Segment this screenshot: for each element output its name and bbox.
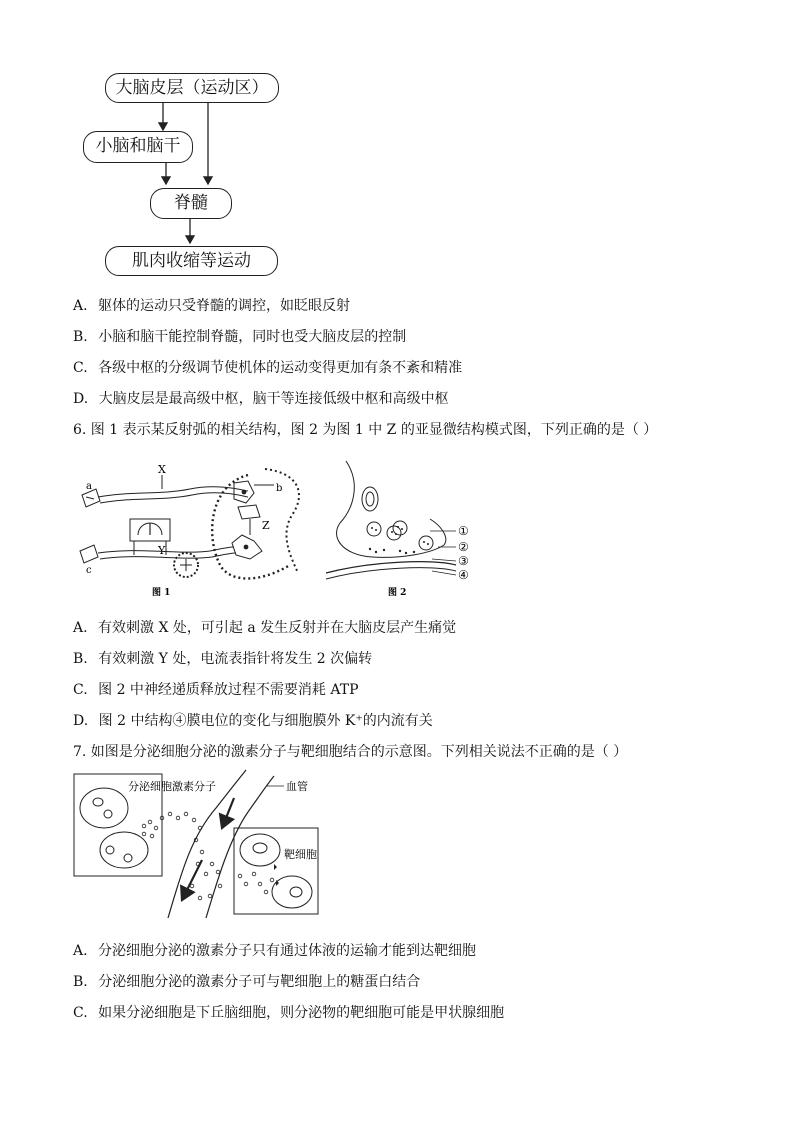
q5-option-b [73, 327, 406, 347]
option-text: 有效刺激 Y 处，电流表指针将发生 2 次偏转 [98, 651, 373, 667]
option-text: 小脑和脑干能控制脊髓，同时也受大脑皮层的控制 [98, 329, 407, 345]
option-label: C. [73, 1005, 88, 1021]
hormone-label: 激素分子 [172, 780, 216, 793]
q7-figure [70, 768, 330, 928]
label-b: b [276, 483, 283, 494]
target-cell-lower [272, 876, 312, 908]
option-text: 分泌细胞分泌的激素分子只有通过体液的运输才能到达靶细胞 [98, 943, 477, 959]
presynaptic-terminal [337, 461, 446, 557]
option-label: C. [73, 682, 88, 698]
secretory-cell-label: 分泌细胞 [128, 780, 172, 793]
q6-figure-2 [322, 455, 492, 600]
fig2-label-4: ④ [458, 568, 469, 582]
option-label: B. [73, 651, 88, 667]
target-cell-upper [240, 834, 280, 866]
q5-option-a [73, 296, 350, 316]
label-Y: Y [158, 544, 166, 557]
q7-option-a [73, 941, 476, 961]
node-muscle: 肌肉收缩等运动 [105, 246, 278, 276]
target-cell-label: 靶细胞 [284, 848, 317, 861]
fig1-caption: 图 1 [152, 588, 171, 598]
option-label: A. [73, 298, 88, 314]
option-text: 大脑皮层是最高级中枢，脑干等连接低级中枢和高级中枢 [98, 391, 449, 407]
effector-c [80, 545, 98, 563]
q6-option-d [73, 711, 433, 731]
option-label: D. [73, 713, 89, 729]
q6-option-b [73, 649, 372, 669]
option-text: 分泌细胞分泌的激素分子可与靶细胞上的糖蛋白结合 [98, 974, 421, 990]
option-text: 有效刺激 X 处，可引起 a 发生反射并在大脑皮层产生痛觉 [98, 620, 457, 636]
q6-stem: 6. 图 1 表示某反射弧的相关结构，图 2 为图 1 中 Z 的亚显微结构模式图，下列正确的是（ ） [73, 422, 658, 438]
fig2-label-1: ① [458, 524, 469, 538]
q6-option-a [73, 618, 456, 638]
q6-figure-1 [70, 455, 310, 600]
node-spinal: 脊髓 [150, 188, 232, 219]
postsynaptic-membrane [326, 562, 456, 573]
q7-option-c [73, 1003, 504, 1023]
q7-option-b [73, 972, 420, 992]
secretory-cell-upper [80, 788, 128, 828]
option-label: A. [73, 943, 88, 959]
label-a: a [86, 481, 92, 492]
option-text: 各级中枢的分级调节使机体的运动变得更加有条不紊和精准 [98, 360, 463, 376]
option-text: 图 2 中结构④膜电位的变化与细胞膜外 K⁺的内流有关 [98, 713, 433, 729]
option-text: 躯体的运动只受脊髓的调控，如眨眼反射 [98, 298, 351, 314]
q7-stem: 7. 如图是分泌细胞分泌的激素分子与靶细胞结合的示意图。下列相关说法不正确的是（ ） [73, 744, 628, 760]
q6-option-c [73, 680, 359, 700]
label-X: X [158, 463, 166, 476]
node-cortex: 大脑皮层（运动区） [105, 73, 279, 103]
option-text: 图 2 中神经递质释放过程不需要消耗 ATP [98, 682, 359, 698]
option-label: A. [73, 620, 88, 636]
vessel-label: 血管 [286, 780, 308, 793]
fig2-label-3: ③ [458, 554, 469, 568]
option-label: C. [73, 360, 88, 376]
fig2-label-2: ② [458, 540, 469, 554]
option-label: B. [73, 974, 88, 990]
q5-option-d [73, 389, 449, 409]
node-cerebellum: 小脑和脑干 [83, 131, 193, 163]
secretory-cell-lower [100, 832, 148, 868]
option-text: 如果分泌细胞是下丘脑细胞，则分泌物的靶细胞可能是甲状腺细胞 [98, 1005, 505, 1021]
q5-option-c [73, 358, 462, 378]
label-c: c [86, 565, 92, 576]
fig2-caption: 图 2 [388, 588, 407, 598]
label-Z: Z [262, 519, 270, 532]
option-label: B. [73, 329, 88, 345]
option-label: D. [73, 391, 89, 407]
